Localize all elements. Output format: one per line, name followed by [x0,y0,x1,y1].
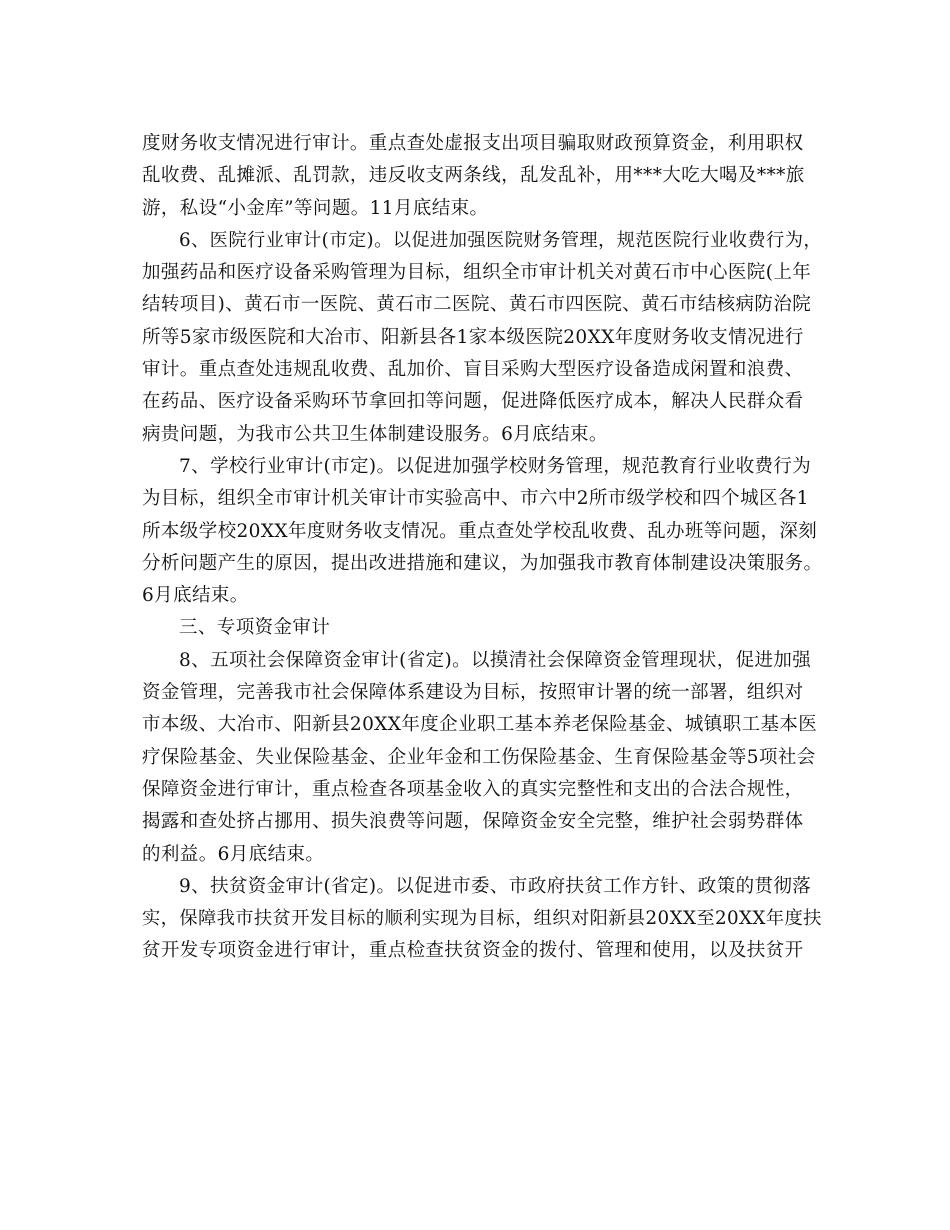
text-line: 分析问题产生的原因，提出改进措施和建议，为加强我市教育体制建设决策服务。 [142,552,823,574]
text-line: 保障资金进行审计，重点检查各项基金收入的真实完整性和支出的合法合规性， [142,778,804,800]
text-line: 的利益。6月底结束。 [142,843,325,865]
text-line: 所本级学校20XX年度财务收支情况。重点查处学校乱收费、乱办班等问题，深刻 [142,520,818,542]
text-line: 9、扶贫资金审计(省定)。以促进市委、市政府扶贫工作方针、政策的贯彻落 [179,875,812,897]
document-body [142,128,822,968]
text-line: 8、五项社会保障资金审计(省定)。以摸清社会保障资金管理现状，促进加强 [179,649,812,671]
text-line: 市本级、大冶市、阳新县20XX年度企业职工基本养老保险基金、城镇职工基本医 [142,714,818,736]
text-line: 加强药品和医疗设备采购管理为目标，组织全市审计机关对黄石市中心医院(上年 [142,262,812,284]
text-line: 病贵问题，为我市公共卫生体制建设服务。6月底结束。 [142,423,608,445]
text-line: 贫开发专项资金进行审计，重点检查扶贫资金的拨付、管理和使用，以及扶贫开 [142,940,804,962]
text-line: 疗保险基金、失业保险基金、企业年金和工伤保险基金、生育保险基金等5项社会 [142,746,816,768]
text-line: 为目标，组织全市审计机关审计市实验高中、市六中2所市级学校和四个城区各1 [142,488,809,510]
text-line: 游，私设“小金库”等问题。11月底结束。 [142,197,489,219]
text-line: 揭露和查处挤占挪用、损失浪费等问题，保障资金安全完整，维护社会弱势群体 [142,811,804,833]
text-line: 所等5家市级医院和大冶市、阳新县各1家本级医院20XX年度财务收支情况进行 [142,326,804,348]
text-line: 审计。重点查处违规乱收费、乱加价、盲目采购大型医疗设备造成闲置和浪费、 [142,359,804,381]
text-line: 实，保障我市扶贫开发目标的顺利实现为目标，组织对阳新县20XX至20XX年度扶 [142,908,822,930]
text-line: 在药品、医疗设备采购环节拿回扣等问题，促进降低医疗成本，解决人民群众看 [142,391,804,413]
text-line: 6月底结束。 [142,585,249,607]
text-line: 三、专项资金审计 [179,617,331,639]
text-line: 乱收费、乱摊派、乱罚款，违反收支两条线，乱发乱补，用***大吃大喝及***旅 [142,165,805,187]
text-line: 度财务收支情况进行审计。重点查处虚报支出项目骗取财政预算资金，利用职权 [142,133,804,154]
text-line: 资金管理，完善我市社会保障体系建设为目标，按照审计署的统一部署，组织对 [142,682,804,704]
text-line: 结转项目)、黄石市一医院、黄石市二医院、黄石市四医院、黄石市结核病防治院 [142,294,812,316]
text-line: 6、医院行业审计(市定)。以促进加强医院财务管理，规范医院行业收费行为， [179,229,823,251]
text-line: 7、学校行业审计(市定)。以促进加强学校财务管理，规范教育行业收费行为 [179,455,812,477]
